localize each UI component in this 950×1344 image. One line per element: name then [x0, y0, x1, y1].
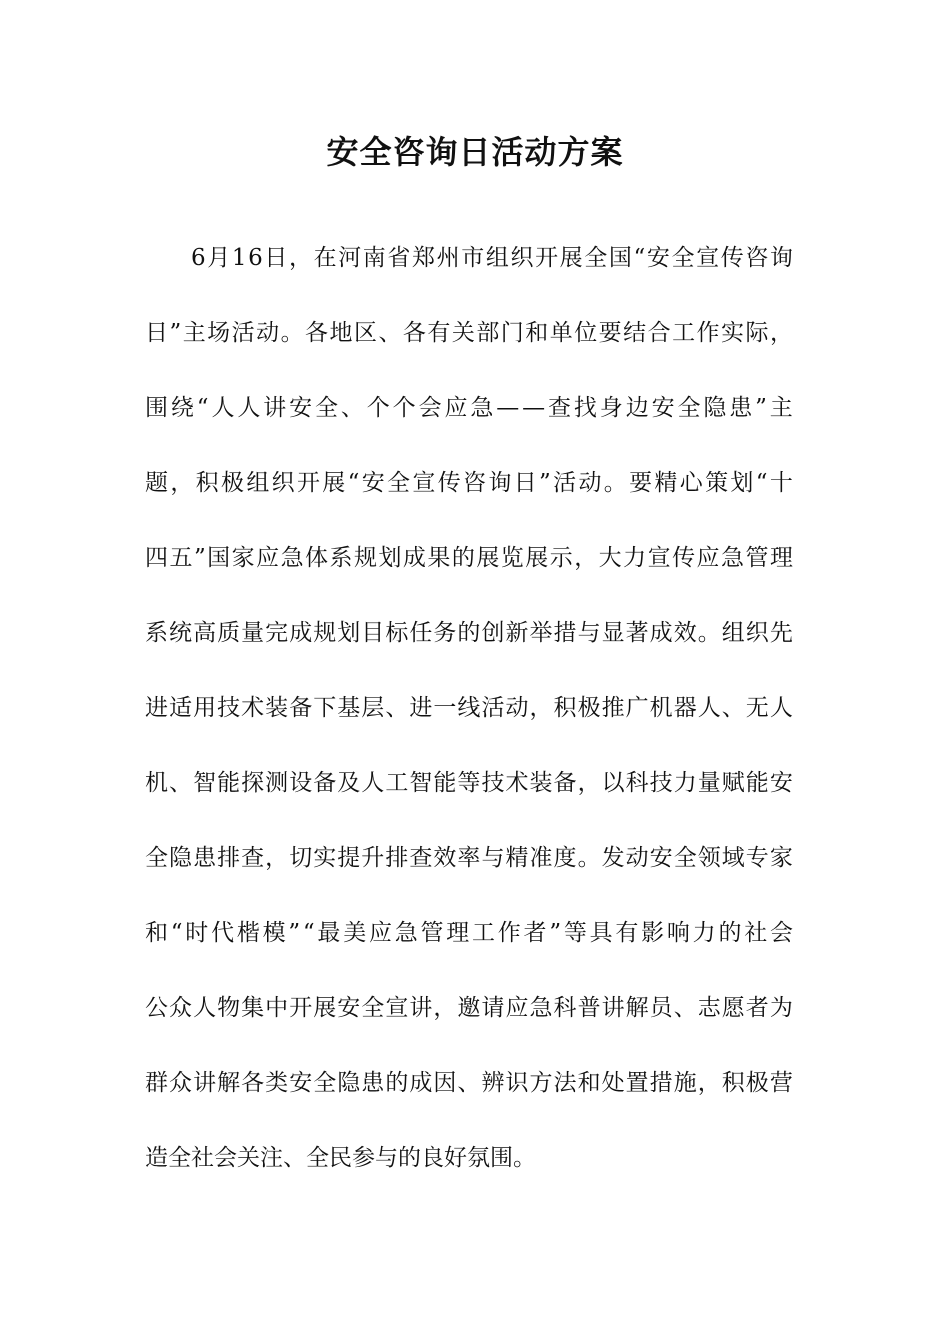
paragraph-line: 机 、 智 能 探 测 设 备 及 人 工 智 能 等 技 术 装 备 ， 以 科 技 力 量 赋 能 安 — [145, 770, 793, 796]
paragraph-line: 造全社会关注、全民参与的良好氛围。 — [145, 1145, 536, 1171]
paragraph-line: 6 月 1 6 日 ， 在 河 南 省 郑 州 市 组 织 开 展 全 国 “ 安 全 宣 传 咨 询 — [191, 245, 793, 271]
paragraph-line: 全 隐 患 排 查 ， 切 实 提 升 排 查 效 率 与 精 准 度 。 发 动 安 全 领 域 专 家 — [145, 845, 793, 871]
paragraph-line: 日 ” 主 场 活 动 。 各 地 区 、 各 有 关 部 门 和 单 位 要 结 合 工 作 实 际 ， — [145, 320, 793, 346]
paragraph-line: 进 适 用 技 术 装 备 下 基 层 、 进 一 线 活 动 ， 积 极 推 广 机 器 人 、 无 人 — [145, 695, 793, 721]
paragraph-line: 和 “ 时 代 楷 模 ” “ 最 美 应 急 管 理 工 作 者 ” 等 具 有 影 响 力 的 社 会 — [145, 920, 793, 946]
paragraph-line: 四 五 ” 国 家 应 急 体 系 规 划 成 果 的 展 览 展 示 ， 大 力 宣 传 应 急 管 理 — [145, 545, 793, 571]
paragraph-line: 群 众 讲 解 各 类 安 全 隐 患 的 成 因 、 辨 识 方 法 和 处 置 措 施 ， 积 极 营 — [145, 1070, 793, 1096]
paragraph-line: 围 绕 “ 人 人 讲 安 全 、 个 个 会 应 急 — — 查 找 身 边 安 全 隐 患 ” 主 — [145, 395, 793, 421]
paragraph-line: 系 统 高 质 量 完 成 规 划 目 标 任 务 的 创 新 举 措 与 显 著 成 效 。 组 织 先 — [145, 620, 793, 646]
document-title: 安全咨询日活动方案 — [326, 133, 624, 171]
paragraph-line: 公 众 人 物 集 中 开 展 安 全 宣 讲 ， 邀 请 应 急 科 普 讲 解 员 、 志 愿 者 为 — [145, 995, 793, 1021]
paragraph-line: 题 ， 积 极 组 织 开 展 “ 安 全 宣 传 咨 询 日 ” 活 动 。 要 精 心 策 划 “ 十 — [145, 470, 793, 496]
